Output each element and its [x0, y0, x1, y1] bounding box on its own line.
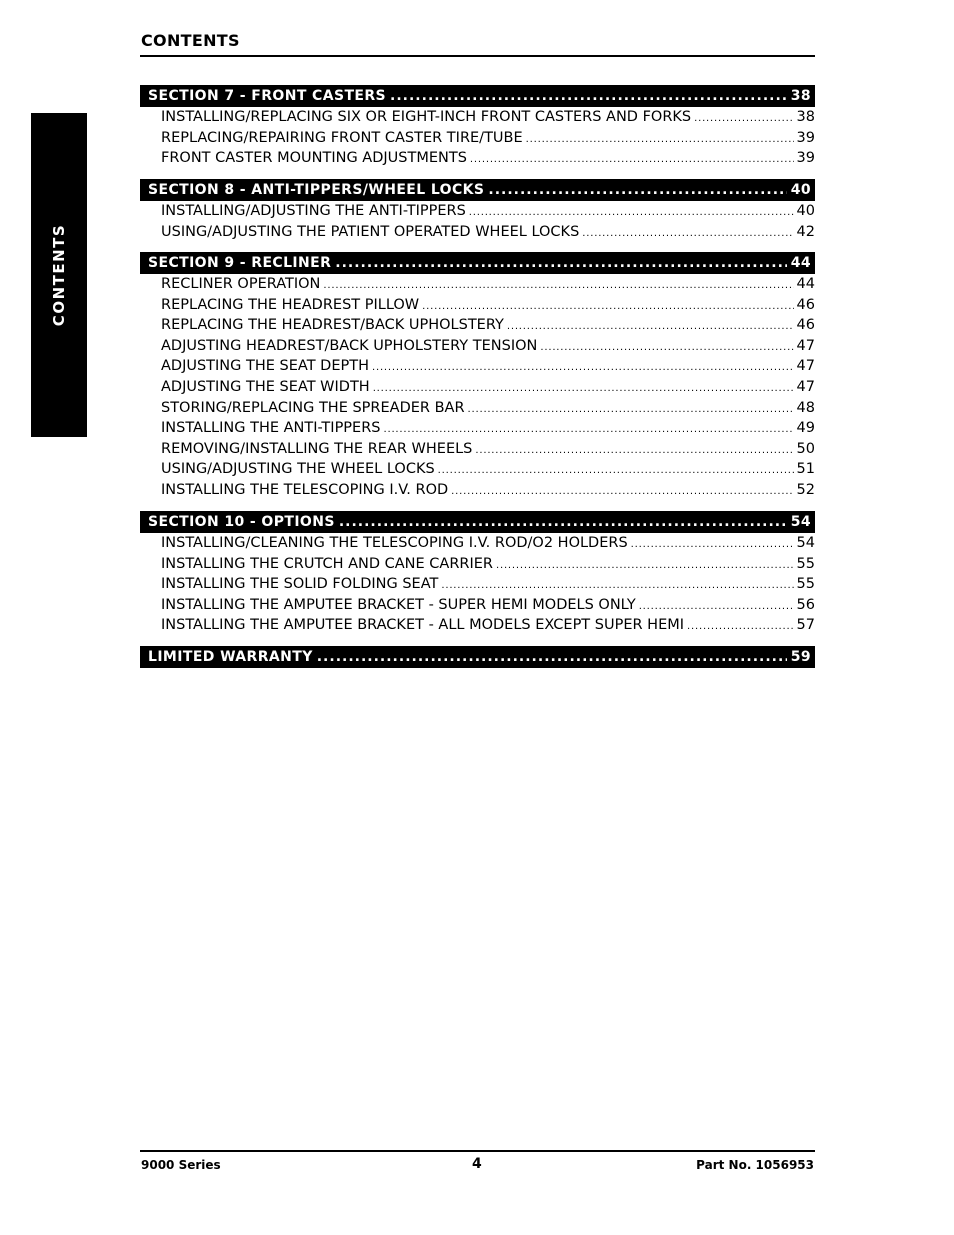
section-title: SECTION 10 - OPTIONS	[148, 514, 335, 530]
entry-title: REPLACING THE HEADREST/BACK UPHOLSTERY	[161, 317, 504, 334]
entry-title: REPLACING THE HEADREST PILLOW	[161, 296, 420, 313]
entry-page: 44	[796, 276, 815, 292]
toc-section-7	[140, 85, 815, 169]
entry-title: USING/ADJUSTING THE PATIENT OPERATED WHEEL LOCKS	[161, 223, 580, 240]
entry-page: 55	[796, 576, 815, 593]
footer-rule	[140, 1150, 815, 1152]
dot-leader	[441, 576, 793, 597]
section-heading[interactable]	[140, 179, 815, 201]
dot-leader	[496, 556, 794, 577]
dot-leader	[468, 400, 794, 421]
entry-title: INSTALLING/REPLACING SIX OR EIGHT-INCH FRONT CASTERS AND FORKS	[161, 109, 692, 125]
entry-title: INSTALLING/CLEANING THE TELESCOPING I.V. ROD/O2 HOLDERS	[161, 535, 628, 551]
dot-leader	[488, 179, 786, 201]
entry-page: 50	[796, 440, 815, 457]
dot-leader	[438, 461, 794, 482]
entry-title: USING/ADJUSTING THE WHEEL LOCKS	[161, 461, 435, 478]
toc-entry[interactable]	[140, 356, 815, 377]
entry-page: 47	[796, 358, 815, 375]
section-title: SECTION 9 - RECLINER	[148, 255, 332, 271]
toc-entry[interactable]	[140, 274, 815, 295]
entry-page: 48	[796, 399, 815, 416]
toc-entry[interactable]	[140, 480, 815, 501]
entry-page: 42	[796, 223, 815, 240]
entry-title: INSTALLING THE ANTI-TIPPERS	[161, 420, 381, 437]
toc-entry[interactable]	[140, 377, 815, 398]
entry-title: INSTALLING THE AMPUTEE BRACKET - SUPER HEMI MODELS ONLY	[161, 596, 636, 613]
section-title: SECTION 7 - FRONT CASTERS	[148, 88, 387, 104]
dot-leader	[390, 85, 787, 107]
entry-page: 55	[796, 555, 815, 572]
dot-leader	[469, 203, 794, 224]
toc-entry[interactable]	[140, 128, 815, 149]
toc-entry[interactable]	[140, 336, 815, 357]
toc-entry[interactable]	[140, 398, 815, 419]
toc-entry[interactable]	[140, 459, 815, 480]
toc-entry[interactable]	[140, 315, 815, 336]
section-title: LIMITED WARRANTY	[148, 649, 313, 665]
page-header-title: CONTENTS	[141, 31, 240, 50]
toc-entry[interactable]	[140, 418, 815, 439]
dot-leader	[339, 511, 787, 533]
dot-leader	[475, 441, 793, 462]
entry-title: INSTALLING THE SOLID FOLDING SEAT	[161, 576, 439, 593]
entry-page: 56	[796, 596, 815, 613]
entry-page: 46	[796, 317, 815, 334]
dot-leader	[639, 597, 794, 618]
entry-title: INSTALLING/ADJUSTING THE ANTI-TIPPERS	[161, 203, 466, 219]
toc-section-9	[140, 252, 815, 501]
dot-leader	[582, 224, 793, 245]
section-title: SECTION 8 - ANTI-TIPPERS/WHEEL LOCKS	[148, 182, 485, 198]
toc-entry[interactable]	[140, 222, 815, 243]
toc-entry[interactable]	[140, 201, 815, 222]
section-page: 59	[790, 649, 811, 665]
entry-title: REPLACING/REPAIRING FRONT CASTER TIRE/TUBE	[161, 129, 523, 146]
dot-leader	[540, 338, 793, 359]
dot-leader	[451, 482, 793, 503]
dot-leader	[323, 276, 793, 297]
toc-entry[interactable]	[140, 554, 815, 575]
toc-section-8	[140, 179, 815, 242]
dot-leader	[631, 535, 794, 556]
entry-title: REMOVING/INSTALLING THE REAR WHEELS	[161, 440, 473, 457]
footer-part-number: Part No. 1056953	[696, 1158, 814, 1172]
entry-title: RECLINER OPERATION	[161, 276, 321, 292]
header-rule	[140, 55, 815, 57]
section-heading[interactable]	[140, 252, 815, 274]
dot-leader	[422, 297, 793, 318]
entry-title: FRONT CASTER MOUNTING ADJUSTMENTS	[161, 150, 467, 167]
side-tab-label: CONTENTS	[50, 223, 68, 327]
toc-entry[interactable]	[140, 295, 815, 316]
entry-title: INSTALLING THE AMPUTEE BRACKET - ALL MODELS EXCEPT SUPER HEMI	[161, 617, 685, 634]
entry-page: 39	[796, 129, 815, 146]
dot-leader	[470, 150, 794, 171]
toc-entry[interactable]	[140, 148, 815, 169]
entry-page: 54	[796, 535, 815, 551]
footer-series: 9000 Series	[141, 1158, 221, 1172]
entry-title: ADJUSTING HEADREST/BACK UPHOLSTERY TENSION	[161, 337, 538, 354]
section-heading[interactable]	[140, 85, 815, 107]
entry-page: 46	[796, 296, 815, 313]
entry-page: 52	[796, 481, 815, 498]
entry-title: ADJUSTING THE SEAT WIDTH	[161, 378, 370, 395]
toc-limited-warranty	[140, 646, 815, 668]
section-heading[interactable]	[140, 646, 815, 668]
section-page: 38	[790, 88, 811, 104]
dot-leader	[384, 420, 794, 441]
toc-entry[interactable]	[140, 615, 815, 636]
toc-entry[interactable]	[140, 439, 815, 460]
section-page: 54	[790, 514, 811, 530]
entry-page: 47	[796, 378, 815, 395]
toc-entry[interactable]	[140, 595, 815, 616]
section-page: 44	[790, 255, 811, 271]
dot-leader	[507, 317, 794, 338]
toc-section-10	[140, 511, 815, 636]
entry-page: 40	[796, 203, 815, 219]
dot-leader	[373, 379, 794, 400]
footer-page-number: 4	[472, 1156, 482, 1172]
dot-leader	[694, 109, 793, 130]
entry-title: INSTALLING THE TELESCOPING I.V. ROD	[161, 481, 449, 498]
dot-leader	[317, 646, 787, 668]
toc-entry[interactable]	[140, 574, 815, 595]
dot-leader	[687, 617, 794, 638]
entry-page: 57	[796, 617, 815, 634]
entry-page: 39	[796, 150, 815, 167]
dot-leader	[372, 358, 794, 379]
dot-leader	[526, 130, 794, 151]
section-page: 40	[790, 182, 811, 198]
dot-leader	[335, 252, 786, 274]
entry-page: 51	[796, 461, 815, 478]
entry-page: 49	[796, 420, 815, 437]
section-heading[interactable]	[140, 511, 815, 533]
entry-page: 47	[796, 337, 815, 354]
entry-title: STORING/REPLACING THE SPREADER BAR	[161, 399, 465, 416]
entry-page: 38	[796, 109, 815, 125]
entry-title: ADJUSTING THE SEAT DEPTH	[161, 358, 369, 375]
side-tab	[31, 113, 87, 437]
toc-entry[interactable]	[140, 533, 815, 554]
toc-entry[interactable]	[140, 107, 815, 128]
entry-title: INSTALLING THE CRUTCH AND CANE CARRIER	[161, 555, 493, 572]
